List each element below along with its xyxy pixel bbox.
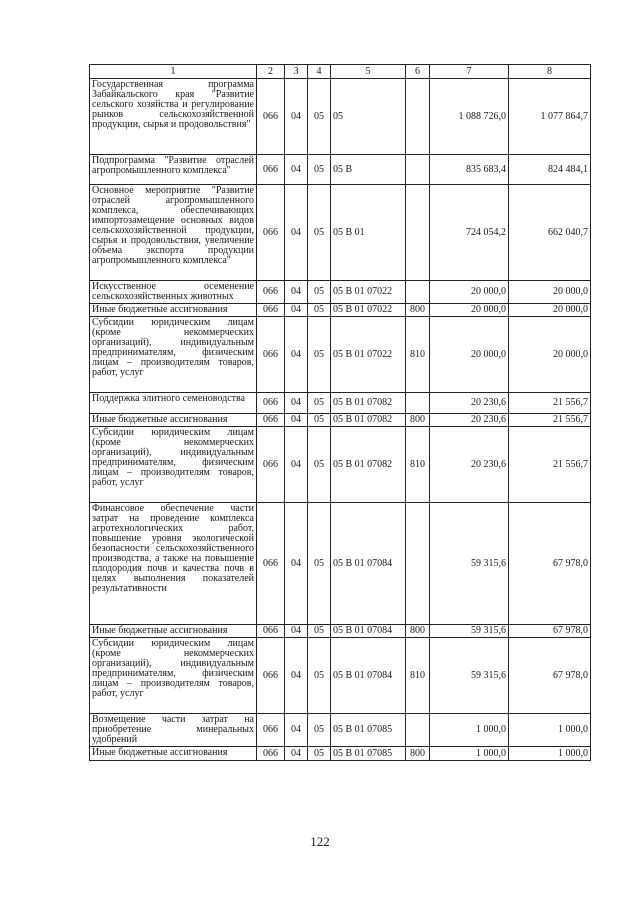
cell-col-8: 20 000,0 (509, 304, 591, 317)
row-description: Финансовое обеспечение части затрат на проведение комплекса агротехнологических работ, повышение уровня экологической безопасности сельскохозяйственного производства, а также на повышение плодородия почв и качества почв в целях выполнения показателей результативности (90, 503, 257, 625)
header-col-7: 7 (430, 65, 509, 79)
cell-col-8: 824 484,1 (509, 155, 591, 185)
cell-col-3: 04 (285, 427, 308, 503)
cell-col-2: 066 (257, 155, 285, 185)
cell-col-8: 662 040,7 (509, 185, 591, 281)
cell-col-6 (406, 155, 430, 185)
cell-col-3: 04 (285, 185, 308, 281)
table-row (90, 393, 591, 414)
row-description: Подпрограмма "Развитие отраслей агропромышленного комплекса" (90, 155, 257, 185)
cell-col-4: 05 (308, 155, 331, 185)
cell-col-7: 59 315,6 (430, 625, 509, 638)
cell-col-6 (406, 281, 430, 304)
cell-col-4: 05 (308, 747, 331, 761)
budget-table-body (90, 65, 591, 761)
cell-col-8: 1 000,0 (509, 714, 591, 747)
table-row (90, 155, 591, 185)
cell-col-8: 67 978,0 (509, 638, 591, 714)
cell-col-7: 20 000,0 (430, 304, 509, 317)
cell-col-7: 1 088 726,0 (430, 79, 509, 155)
row-description: Основное мероприятие "Развитие отраслей агропромышленного комплекса, обеспечивающих импортозамещение основных видов сельскохозяйственной продукции, сырья и продовольствия, увеличение объема экспорта продукции агропромышленного комплекса" (90, 185, 257, 281)
table-row (90, 638, 591, 714)
cell-col-4: 05 (308, 79, 331, 155)
cell-col-7: 20 230,6 (430, 393, 509, 414)
row-description: Поддержка элитного семеноводства (90, 393, 257, 414)
cell-col-2: 066 (257, 79, 285, 155)
cell-col-6: 800 (406, 747, 430, 761)
cell-col-5: 05 В 01 07084 (331, 503, 406, 625)
cell-col-5: 05 В 01 07022 (331, 304, 406, 317)
row-description: Возмещение части затрат на приобретение минеральных удобрений (90, 714, 257, 747)
cell-col-3: 04 (285, 503, 308, 625)
cell-col-5: 05 В 01 (331, 185, 406, 281)
cell-col-8: 1 000,0 (509, 747, 591, 761)
cell-col-4: 05 (308, 304, 331, 317)
row-description: Иные бюджетные ассигнования (90, 625, 257, 638)
cell-col-3: 04 (285, 625, 308, 638)
cell-col-6 (406, 79, 430, 155)
cell-col-7: 59 315,6 (430, 638, 509, 714)
cell-col-6: 810 (406, 427, 430, 503)
row-description: Иные бюджетные ассигнования (90, 414, 257, 427)
cell-col-7: 59 315,6 (430, 503, 509, 625)
header-col-5: 5 (331, 65, 406, 79)
cell-col-6 (406, 185, 430, 281)
cell-col-3: 04 (285, 155, 308, 185)
cell-col-2: 066 (257, 714, 285, 747)
cell-col-2: 066 (257, 747, 285, 761)
table-row (90, 281, 591, 304)
table-row (90, 503, 591, 625)
header-col-8: 8 (509, 65, 591, 79)
row-description: Иные бюджетные ассигнования (90, 304, 257, 317)
cell-col-6 (406, 714, 430, 747)
table-row (90, 427, 591, 503)
table-row (90, 747, 591, 761)
budget-table (89, 64, 591, 761)
cell-col-7: 835 683,4 (430, 155, 509, 185)
header-col-6: 6 (406, 65, 430, 79)
cell-col-8: 21 556,7 (509, 427, 591, 503)
cell-col-8: 1 077 864,7 (509, 79, 591, 155)
cell-col-3: 04 (285, 281, 308, 304)
cell-col-6: 800 (406, 414, 430, 427)
cell-col-3: 04 (285, 414, 308, 427)
cell-col-4: 05 (308, 414, 331, 427)
cell-col-7: 20 000,0 (430, 281, 509, 304)
cell-col-5: 05 В 01 07085 (331, 714, 406, 747)
cell-col-2: 066 (257, 185, 285, 281)
cell-col-2: 066 (257, 414, 285, 427)
cell-col-4: 05 (308, 638, 331, 714)
cell-col-3: 04 (285, 714, 308, 747)
cell-col-5: 05 (331, 79, 406, 155)
cell-col-3: 04 (285, 393, 308, 414)
cell-col-6: 800 (406, 304, 430, 317)
cell-col-5: 05 В 01 07084 (331, 638, 406, 714)
cell-col-4: 05 (308, 281, 331, 304)
cell-col-5: 05 В 01 07022 (331, 281, 406, 304)
table-row (90, 185, 591, 281)
row-description: Субсидии юридическим лицам (кроме некоммерческих организаций), индивидуальным предпринимателям, физическим лицам – производителям товаров, работ, услуг (90, 638, 257, 714)
cell-col-3: 04 (285, 747, 308, 761)
cell-col-8: 20 000,0 (509, 317, 591, 393)
cell-col-5: 05 В 01 07084 (331, 625, 406, 638)
cell-col-7: 724 054,2 (430, 185, 509, 281)
cell-col-2: 066 (257, 427, 285, 503)
cell-col-8: 21 556,7 (509, 414, 591, 427)
cell-col-7: 20 230,6 (430, 414, 509, 427)
cell-col-3: 04 (285, 638, 308, 714)
page-number: 122 (310, 834, 330, 849)
cell-col-5: 05 В 01 07082 (331, 414, 406, 427)
header-col-1: 1 (90, 65, 257, 79)
cell-col-5: 05 В 01 07082 (331, 427, 406, 503)
cell-col-3: 04 (285, 79, 308, 155)
cell-col-2: 066 (257, 281, 285, 304)
table-row (90, 714, 591, 747)
row-description: Иные бюджетные ассигнования (90, 747, 257, 761)
cell-col-2: 066 (257, 393, 285, 414)
table-header-row (90, 65, 591, 79)
table-row (90, 79, 591, 155)
row-description: Государственная программа Забайкальского края "Развитие сельского хозяйства и регулирование рынков сельскохозяйственной продукции, сырья и продовольствия" (90, 79, 257, 155)
cell-col-5: 05 В 01 07022 (331, 317, 406, 393)
cell-col-6 (406, 393, 430, 414)
cell-col-8: 21 556,7 (509, 393, 591, 414)
cell-col-2: 066 (257, 503, 285, 625)
cell-col-4: 05 (308, 427, 331, 503)
cell-col-2: 066 (257, 317, 285, 393)
cell-col-4: 05 (308, 185, 331, 281)
row-description: Искусственное осеменение сельскохозяйственных животных (90, 281, 257, 304)
header-col-3: 3 (285, 65, 308, 79)
table-row (90, 625, 591, 638)
header-col-4: 4 (308, 65, 331, 79)
header-col-2: 2 (257, 65, 285, 79)
cell-col-8: 67 978,0 (509, 625, 591, 638)
cell-col-7: 20 230,6 (430, 427, 509, 503)
cell-col-4: 05 (308, 317, 331, 393)
cell-col-2: 066 (257, 625, 285, 638)
cell-col-5: 05 В 01 07082 (331, 393, 406, 414)
cell-col-7: 1 000,0 (430, 747, 509, 761)
cell-col-2: 066 (257, 304, 285, 317)
cell-col-4: 05 (308, 393, 331, 414)
cell-col-6: 800 (406, 625, 430, 638)
cell-col-6: 810 (406, 317, 430, 393)
cell-col-7: 20 000,0 (430, 317, 509, 393)
cell-col-6: 810 (406, 638, 430, 714)
row-description: Субсидии юридическим лицам (кроме некоммерческих организаций), индивидуальным предпринимателям, физическим лицам – производителям товаров, работ, услуг (90, 427, 257, 503)
cell-col-2: 066 (257, 638, 285, 714)
cell-col-7: 1 000,0 (430, 714, 509, 747)
table-row (90, 304, 591, 317)
cell-col-4: 05 (308, 503, 331, 625)
table-row (90, 414, 591, 427)
cell-col-8: 20 000,0 (509, 281, 591, 304)
cell-col-5: 05 В (331, 155, 406, 185)
row-description: Субсидии юридическим лицам (кроме некоммерческих организаций), индивидуальным предпринимателям, физическим лицам – производителям товаров, работ, услуг (90, 317, 257, 393)
cell-col-4: 05 (308, 625, 331, 638)
cell-col-4: 05 (308, 714, 331, 747)
cell-col-3: 04 (285, 304, 308, 317)
cell-col-3: 04 (285, 317, 308, 393)
cell-col-6 (406, 503, 430, 625)
table-row (90, 317, 591, 393)
cell-col-5: 05 В 01 07085 (331, 747, 406, 761)
cell-col-8: 67 978,0 (509, 503, 591, 625)
